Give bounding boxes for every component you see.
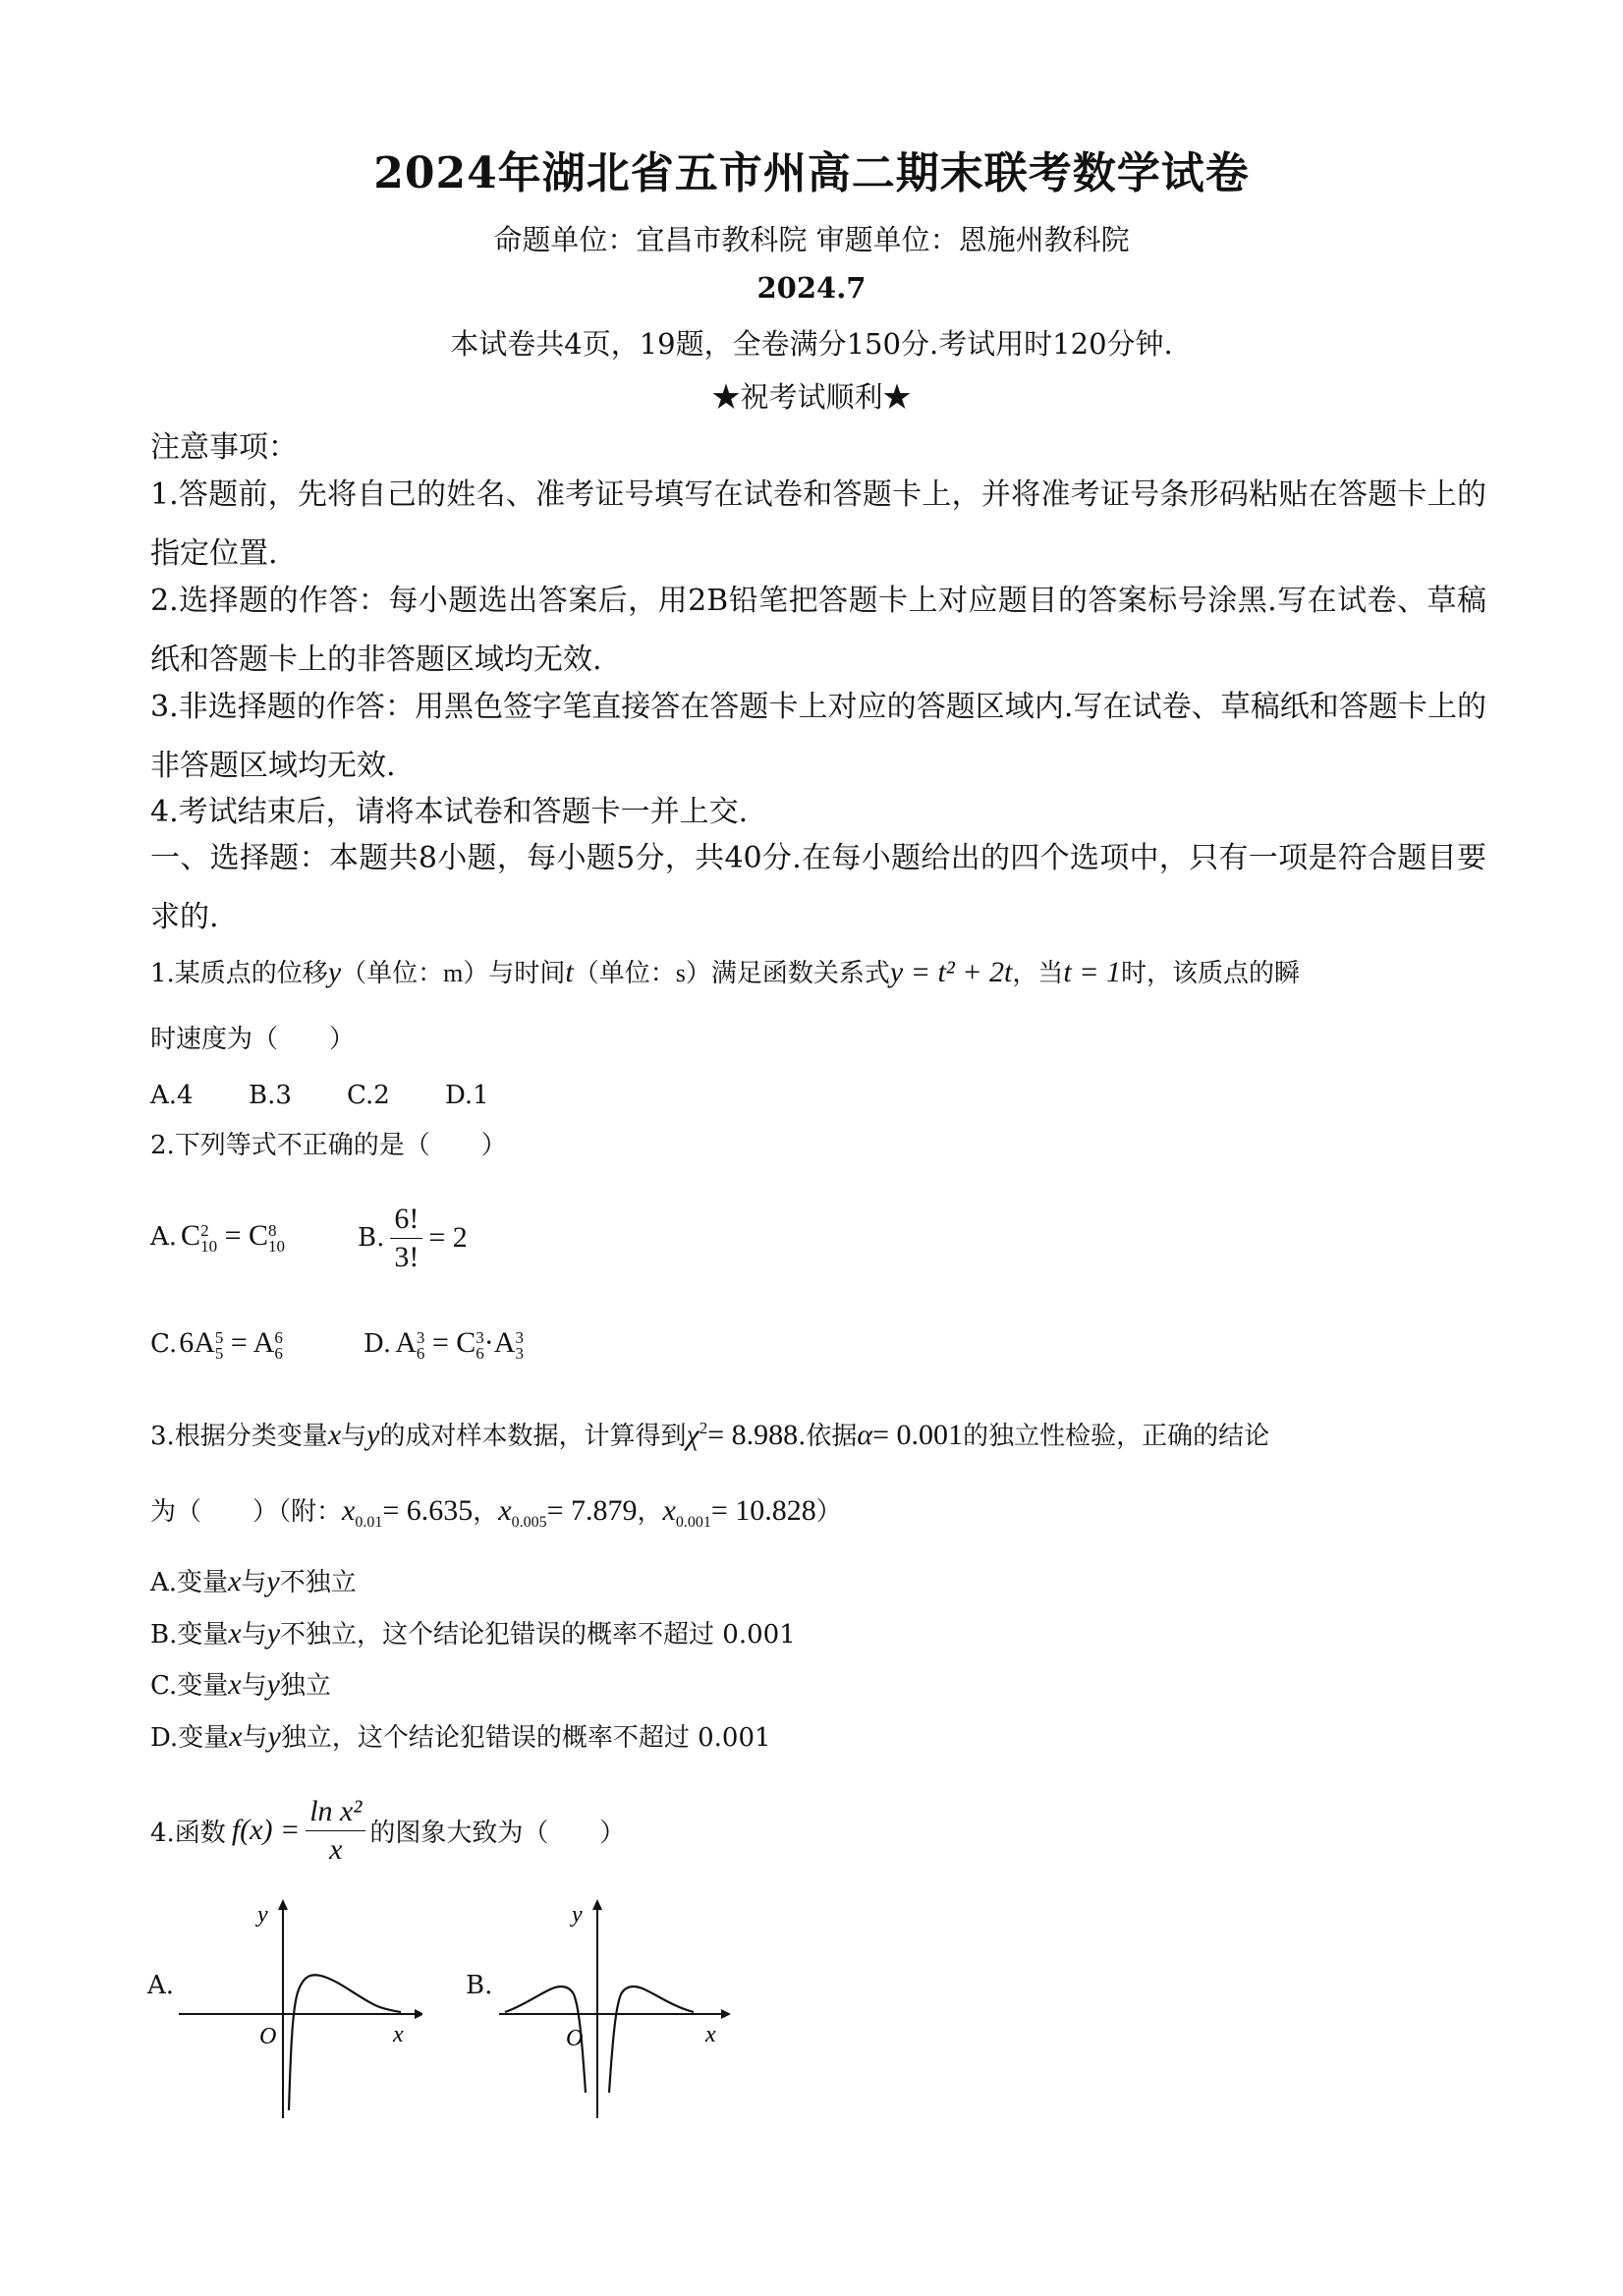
graph-b-x-label: x [705,2022,716,2047]
q3-var-y: y [266,1617,281,1650]
q3-x-critical-3: $x_{0.001}$ [662,1494,711,1531]
q3-x1-value: = 6.635 [382,1494,474,1527]
graph-b-x-arrow [721,2009,731,2019]
q1-unit-s: s [675,959,686,987]
q3-option-text: 独立 [279,1671,331,1701]
exam-units: 命题单位：宜昌市教科院 审题单位：恩施州教科院 [493,223,1130,256]
notice-heading: 注意事项： [150,430,298,465]
question-1-options [150,1078,1496,1113]
q1-text: （单位： [341,959,444,988]
graph-a-label: A. [147,1971,175,2000]
q3-option-text: 不独立，这个结论犯错误的概率不超过 0.001 [280,1620,796,1650]
graph-a-x-arrow [415,2009,422,2019]
q3-var-x: x [228,1668,242,1701]
q3-text: 的独立性检验，正确的结论 [963,1422,1270,1451]
q2-option-d-label: D. [364,1329,392,1359]
exam-date: 2024.7 [756,271,867,305]
q3-var-x: x [327,1419,342,1451]
q3-var-y: y [266,1565,280,1597]
graph-b [487,1896,733,2122]
q3-chi-value: = 8.988 [707,1419,799,1451]
q3-var-x: x [228,1565,242,1597]
q2-option-c-label: C. [150,1329,178,1359]
q3-option-text: 与 [241,1620,267,1650]
q2-option-d [364,1316,524,1372]
graph-a-curve [289,1975,401,2110]
q3-text: 的成对样本数据，计算得到 [379,1422,687,1451]
q4-denominator: x [329,1832,343,1866]
q3-option-text: 独立，这个结论犯错误的概率不超过 0.001 [280,1723,771,1753]
notice-item-3: 3.非选择题的作答：用黑色签字笔直接答在答题卡上对应的答题区域内.写在试卷、草稿纸和答题卡上的非答题区域均无效. [150,690,1486,783]
graph-b-y-arrow [592,1899,602,1910]
q3-alpha-value: = 0.001 [872,1419,964,1451]
q2-option-c-formula: 6A 5 5 = A 6 6 [179,1326,283,1363]
q3-var-y: y [366,1419,380,1451]
graph-a-origin-label: O [259,2024,277,2049]
q1-text: ，当 [1012,959,1064,988]
q4-numerator: ln x² [306,1795,365,1831]
q3-x-critical-2: $x_{0.005}$ [498,1494,547,1531]
q2-option-a-formula: C 2 10 = C 8 10 [181,1219,285,1256]
q2-option-b-denominator: 3! [394,1240,420,1273]
q1-var-t: t [565,956,574,988]
q3-option-b [150,1616,1496,1652]
q3-x-critical-1: $x_{0.01}$ [342,1494,383,1531]
q1-formula: y = t² + 2t [889,956,1013,988]
q3-x1-subscript: 0.01 [355,1514,383,1531]
q3-text: 与 [341,1422,367,1451]
q2-option-b-fraction [390,1203,422,1274]
notice-item-2: 2.选择题的作答：每小题选出答案后，用2B铅笔把答题卡上对应题目的答案标号涂黑.写在试卷、草稿纸和答题卡上的非答题区域均无效. [150,584,1486,677]
q3-option-text: 不独立 [279,1568,357,1597]
section-heading: 一、选择题：本题共8小题，每小题5分，共40分.在每小题给出的四个选项中，只有一项是符合题目要求的. [150,841,1486,934]
graph-a-y-arrow [278,1899,288,1910]
notice-item-4: 4.考试结束后，请将本试卷和答题卡一并上交. [150,795,749,829]
q3-option-text: B.变量 [150,1620,229,1650]
q2-option-b-label: B. [358,1223,385,1253]
q1-option-d: D.1 [445,1081,489,1110]
q3-option-c [150,1667,1496,1704]
q4-text: 的图象大致为（ ） [369,1818,626,1848]
q3-x2-subscript: 0.005 [511,1514,547,1531]
q3-text: 为（ ）（附： [150,1497,343,1527]
q1-condition: t = 1 [1063,956,1121,988]
q1-text: ）满足函数关系式 [685,959,890,988]
exam-wish: ★祝考试顺利★ [711,380,912,414]
graph-b-origin-label: O [566,2026,584,2051]
q1-option-c: C.2 [347,1081,390,1110]
q3-var-x: x [229,1720,243,1753]
q2-option-c [150,1316,283,1372]
q3-x3-value: = 10.828 [710,1494,816,1527]
q3-option-text: 与 [241,1568,267,1597]
graph-b-label: B. [466,1971,493,2000]
question-3-line-2: 为（ ）（附：$x_{0.01}= 6.635$，$x_{0.005}= 7.879$，$x_{0.001}= 10.828$） [150,1494,842,1531]
graph-a [167,1896,422,2122]
q3-option-text: A.变量 [150,1568,229,1597]
q2-option-b-rhs: = 2 [428,1221,468,1254]
graph-b-right-curve [609,1987,694,2093]
question-3-line-1 [150,1411,1496,1454]
q3-text: .依据 [798,1422,858,1451]
q3-option-a [150,1564,1496,1600]
q1-option-a: A.4 [150,1081,194,1110]
graph-b-y-label: y [572,1902,583,1928]
q3-x3-subscript: 0.001 [675,1514,711,1531]
q1-text: 1.某质点的位移 [150,959,328,988]
q4-function: f(x) = [231,1814,301,1846]
q2-option-a [150,1193,285,1281]
graph-a-x-label: x [393,2022,404,2047]
q3-option-text: D.变量 [150,1723,230,1753]
q3-var-y: y [266,1668,280,1701]
q3-chi-symbol: $\chi^2$ [686,1419,708,1451]
q3-text: ） [815,1497,842,1527]
q1-unit-m: m [443,959,464,987]
q1-text: ）与时间 [463,959,566,988]
q3-text: 3.根据分类变量 [150,1422,328,1451]
q3-option-text: 与 [242,1723,268,1753]
q2-option-b-numerator: 6! [390,1203,422,1239]
q2-option-a-label: A. [150,1222,178,1252]
q1-var-y: y [327,956,342,988]
q3-x2-value: = 7.879 [546,1494,638,1527]
question-2-stem: 2.下列等式不正确的是（ ） [150,1131,507,1160]
question-4-stem [150,1776,625,1884]
q4-fraction [306,1795,365,1867]
graph-a-y-label: y [257,1902,268,1928]
q3-option-text: C.变量 [150,1671,229,1701]
exam-title: 2024年湖北省五市州高二期末联考数学试卷 [373,148,1250,198]
q4-text: 4.函数 [150,1818,226,1848]
q3-var-x: x [228,1617,242,1650]
q2-option-d-formula: A 3 6 = C 3 6 ·A 3 3 [395,1326,524,1363]
q2-option-b [358,1189,468,1287]
q3-option-text: 与 [241,1671,267,1701]
exam-info: 本试卷共4页，19题，全卷满分150分.考试用时120分钟. [450,327,1173,361]
q3-alpha-symbol: α [857,1419,873,1451]
notice-item-1: 1.答题前，先将自己的姓名、准考证号填写在试卷和答题卡上，并将准考证号条形码粘贴在答题卡上的指定位置. [150,477,1486,571]
q1-option-b: B.3 [249,1081,292,1110]
q3-var-y: y [267,1720,281,1753]
q1-text: （单位： [573,959,676,988]
question-1-line-2: 时速度为（ ） [150,1025,356,1054]
question-1-line-1 [150,955,1496,991]
q3-option-d [150,1719,1496,1756]
q1-text: 时，该质点的瞬 [1120,959,1300,988]
